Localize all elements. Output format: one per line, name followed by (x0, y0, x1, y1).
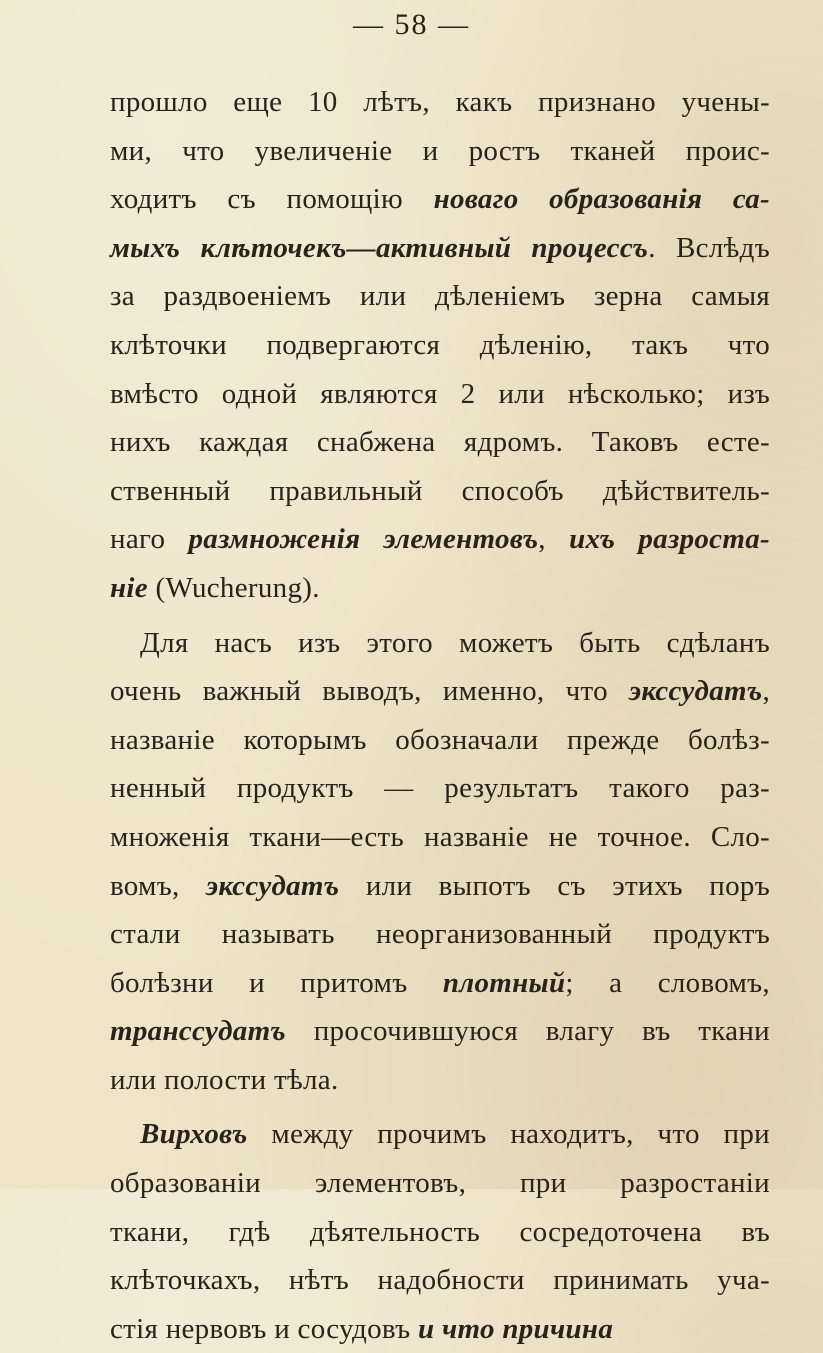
text-line (110, 564, 770, 613)
text-line (110, 1256, 770, 1305)
text-line (110, 272, 770, 321)
text-line (110, 321, 770, 370)
text-segment: ми, что увеличеніе и ростъ тканей проис- (110, 134, 770, 167)
text-segment: (Wucherung). (147, 571, 320, 604)
text-segment: или полости тѣла. (110, 1063, 339, 1096)
text-line (110, 1159, 770, 1208)
text-segment: ; а словомъ, (565, 966, 770, 999)
text-segment: , (762, 675, 770, 708)
text-segment: образованіи элементовъ, при разростаніи (110, 1167, 770, 1200)
text-segment: множенія ткани—есть названіе не точное. Сло- (110, 820, 770, 853)
text-segment: или выпотъ съ этихъ поръ (339, 869, 770, 902)
text-segment: ственный правильный способъ дѣйствитель- (110, 474, 770, 507)
emphasized-text: транссудатъ (110, 1015, 287, 1048)
text-line (110, 78, 770, 127)
text-segment: нихъ каждая снабжена ядромъ. Таковъ есте- (110, 426, 770, 459)
emphasized-text: мыхъ клѣточекъ—активный процессъ (110, 231, 649, 264)
text-segment: между прочимъ находитъ, что при (247, 1118, 770, 1151)
text-line (110, 716, 770, 765)
page-number: — 58 — (353, 8, 470, 41)
text-segment: просочившуюся влагу въ ткани (286, 1015, 770, 1048)
text-line (110, 959, 770, 1008)
text-segment: клѣточкахъ, нѣтъ надобности принимать уча- (110, 1264, 770, 1297)
text-segment: вмѣсто одной являются 2 или нѣсколько; изъ (110, 377, 770, 410)
text-segment: прошло еще 10 лѣтъ, какъ признано учены- (110, 86, 770, 118)
text-segment: наго (110, 523, 189, 556)
emphasized-text: и что причина (418, 1312, 614, 1345)
text-line (110, 515, 770, 564)
text-line (110, 619, 770, 668)
emphasized-text: Вирховъ (140, 1118, 248, 1151)
emphasized-text: экссудатъ (205, 869, 340, 902)
text-segment: ненный продуктъ — результатъ такого раз- (110, 772, 770, 805)
text-line (110, 764, 770, 813)
text-segment: за раздвоеніемъ или дѣленіемъ зерна самыя (110, 280, 770, 313)
paragraph (110, 619, 770, 1105)
text-segment: . Вслѣдъ (648, 231, 770, 264)
text-line (110, 1110, 770, 1159)
text-line (110, 1007, 770, 1056)
text-segment: Для насъ изъ этого можетъ быть сдѣланъ (140, 626, 770, 659)
text-segment: названіе которымъ обозначали прежде болѣз- (110, 723, 770, 756)
emphasized-text: плотный (442, 966, 566, 999)
paragraph (110, 78, 770, 613)
text-segment: стія нервовъ и сосудовъ (110, 1312, 418, 1345)
text-line (110, 1056, 770, 1105)
emphasized-text: ихъ разроста- (569, 523, 770, 556)
text-line (110, 370, 770, 419)
text-line (110, 224, 770, 273)
text-line (110, 667, 770, 716)
text-line (110, 1305, 770, 1353)
text-segment: очень важный выводъ, именно, что (110, 675, 630, 708)
text-line (110, 1208, 770, 1257)
emphasized-text: новаго образованія са- (433, 183, 770, 216)
text-line (110, 175, 770, 224)
text-segment: вомъ, (110, 869, 206, 902)
paragraph (110, 1110, 770, 1353)
text-segment: ткани, гдѣ дѣятельность сосредоточена въ (110, 1215, 770, 1248)
text-line (110, 127, 770, 176)
text-segment: стали называть неорганизованный продуктъ (110, 918, 770, 951)
text-line (110, 813, 770, 862)
text-line (110, 467, 770, 516)
text-line (110, 862, 770, 911)
text-segment: ходитъ съ помощію (110, 183, 434, 216)
emphasized-text: размноженія элементовъ (188, 523, 539, 556)
text-line (110, 418, 770, 467)
text-line (110, 910, 770, 959)
text-segment: , (538, 523, 570, 556)
text-segment: болѣзни и притомъ (110, 966, 443, 999)
body-text (110, 78, 770, 1353)
text-segment: клѣточки подвергаются дѣленію, такъ что (110, 328, 770, 361)
emphasized-text: экссудатъ (629, 675, 763, 708)
emphasized-text: ніе (110, 571, 148, 604)
